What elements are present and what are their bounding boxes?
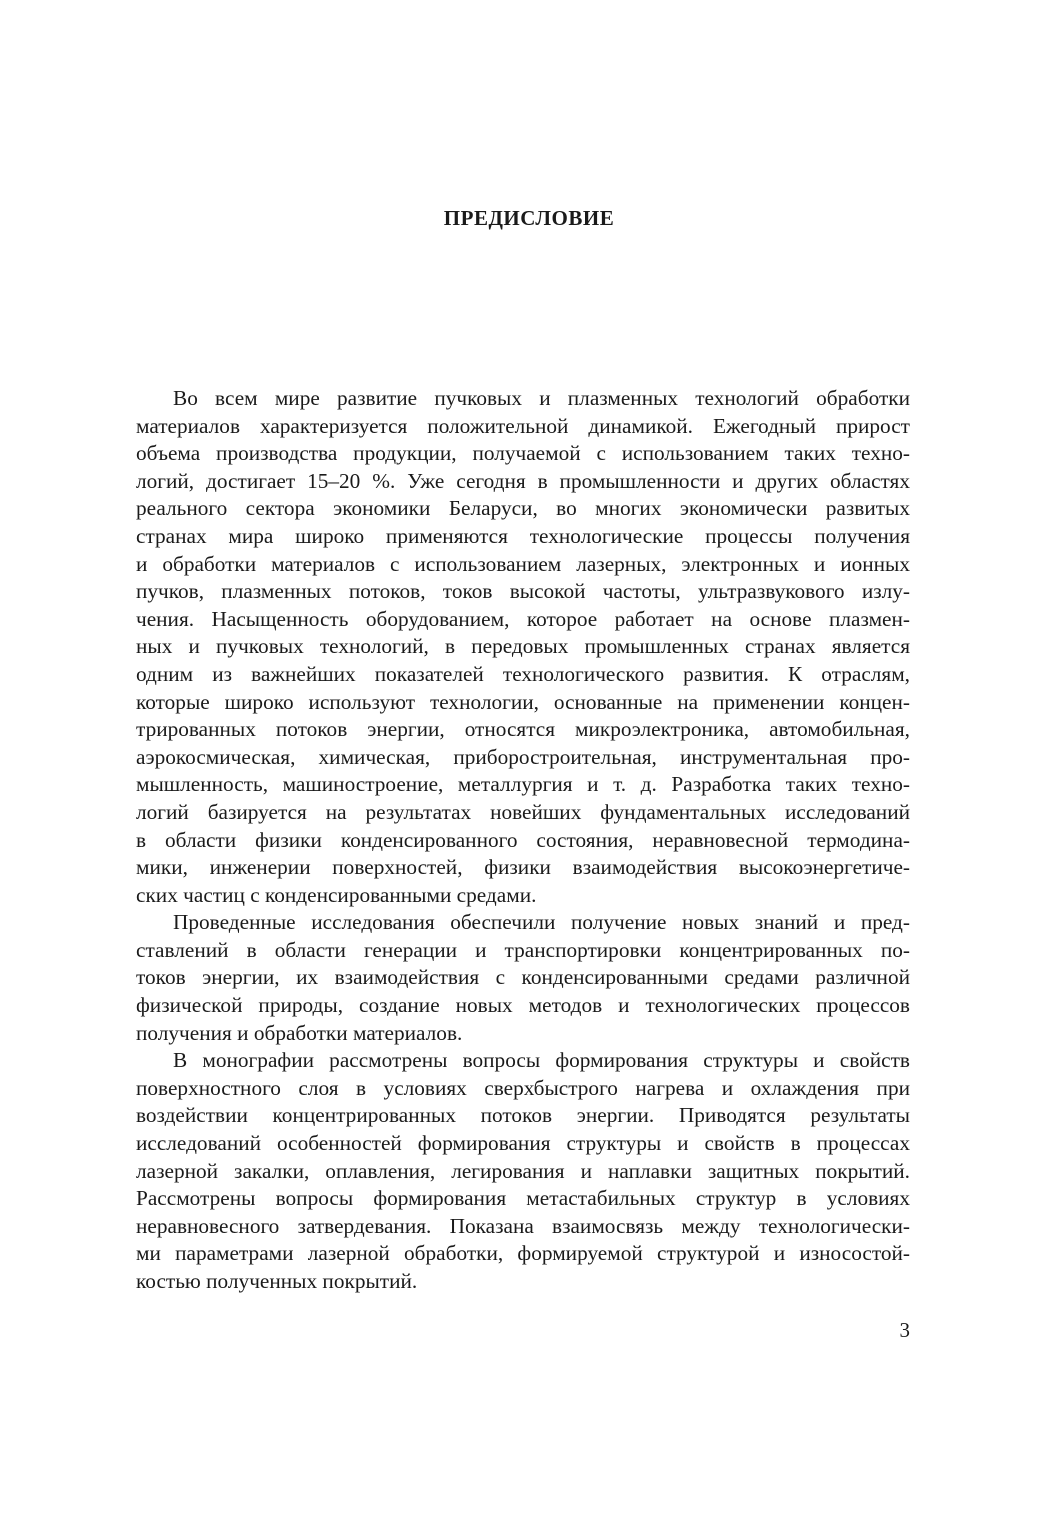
paragraph-line: ских частиц с конденсированными средами. bbox=[136, 882, 537, 907]
paragraph-line: и обработки материалов с использованием лазерных, электронных и ионных bbox=[136, 551, 910, 576]
paragraph-line: физической природы, создание новых методов и технологических процессов bbox=[136, 993, 910, 1018]
paragraph-line: реального сектора экономики Беларуси, во многих экономически развитых bbox=[136, 496, 910, 521]
paragraph-line: получения и обработки материалов. bbox=[136, 1020, 463, 1045]
paragraph-line: материалов характеризуется положительной динамикой. Ежегодный прирост bbox=[136, 413, 910, 438]
paragraph-line: чения. Насыщенность оборудованием, которое работает на основе плазмен- bbox=[136, 606, 910, 631]
paragraph-line: неравновесного затвердевания. Показана взаимосвязь между технологически- bbox=[136, 1213, 910, 1238]
paragraph-line: странах мира широко применяются технологические процессы получения bbox=[136, 523, 910, 548]
paragraph-line: объема производства продукции, получаемой с использованием таких техно- bbox=[136, 441, 910, 466]
paragraph-line: костью полученных покрытий. bbox=[136, 1269, 418, 1293]
paragraph-line: ставлений в области генерации и транспортировки концентрированных по- bbox=[136, 937, 910, 962]
paragraph-line: одним из важнейших показателей технологического развития. К отраслям, bbox=[136, 661, 910, 686]
paragraph-line: мики, инженерии поверхностей, физики взаимодействия высокоэнергетиче- bbox=[136, 855, 910, 880]
paragraph-line: В монографии рассмотрены вопросы формирования структуры и свойств bbox=[173, 1048, 910, 1073]
paragraph-line: аэрокосмическая, химическая, приборостроительная, инструментальная про- bbox=[136, 744, 910, 769]
paragraph-line: Проведенные исследования обеспечили получение новых знаний и пред- bbox=[173, 910, 910, 935]
body-text bbox=[136, 385, 910, 1296]
paragraph-line: Во всем мире развитие пучковых и плазменных технологий обработки bbox=[173, 386, 910, 410]
paragraph-line: воздействии концентрированных потоков энергии. Приводятся результаты bbox=[136, 1103, 910, 1128]
page-number: 3 bbox=[899, 1318, 910, 1342]
paragraph-line: которые широко используют технологии, основанные на применении концен- bbox=[136, 689, 910, 714]
paragraph-line: исследований особенностей формирования структуры и свойств в процессах bbox=[136, 1131, 910, 1156]
paragraph-line: ми параметрами лазерной обработки, формируемой структурой и износостой- bbox=[136, 1241, 910, 1266]
paragraph-line: логий базируется на результатах новейших фундаментальных исследований bbox=[136, 799, 910, 824]
paragraph-line: лазерной закалки, оплавления, легирования и наплавки защитных покрытий. bbox=[136, 1158, 910, 1183]
paragraph-line: логий, достигает 15–20 %. Уже сегодня в промышленности и других областях bbox=[136, 468, 910, 493]
paragraph-line: поверхностного слоя в условиях сверхбыстрого нагрева и охлаждения при bbox=[136, 1075, 910, 1100]
page-heading: ПРЕДИСЛОВИЕ bbox=[443, 206, 615, 230]
paragraph-line: Рассмотрены вопросы формирования метастабильных структур в условиях bbox=[136, 1186, 910, 1211]
paragraph-line: в области физики конденсированного состояния, неравновесной термодина- bbox=[136, 827, 910, 852]
paragraph-line: токов энергии, их взаимодействия с конденсированными средами различной bbox=[136, 965, 910, 990]
paragraph-line: мышленность, машиностроение, металлургия и т. д. Разработка таких техно- bbox=[136, 772, 910, 797]
paragraph-line: трированных потоков энергии, относятся микроэлектроника, автомобильная, bbox=[136, 717, 910, 742]
paragraph-line: ных и пучковых технологий, в передовых промышленных странах является bbox=[136, 634, 910, 659]
paragraph-line: пучков, плазменных потоков, токов высокой частоты, ультразвукового излу- bbox=[136, 579, 910, 604]
